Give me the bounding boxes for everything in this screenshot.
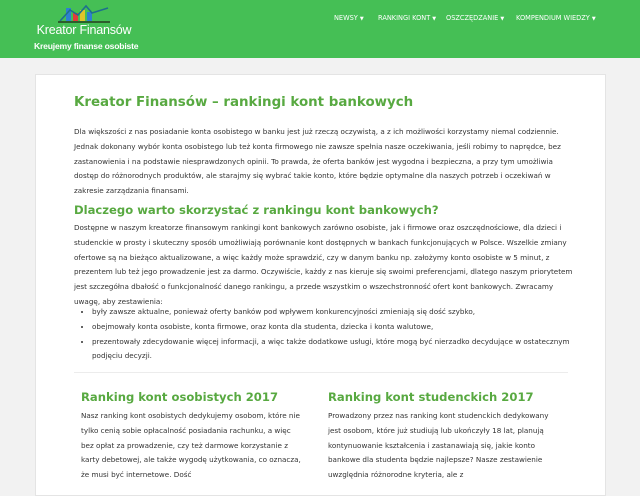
brand-title: Kreator Finansów bbox=[36, 23, 132, 37]
list-item: • obejmowały konta osobiste, konta firmowe, oraz konta dla studenta, dziecka i konta walutowe, bbox=[92, 320, 582, 335]
nav-kompendium-wiedzy[interactable] bbox=[516, 14, 596, 22]
list-item: • prezentowały zdecydowanie więcej informacji, a więc także dodatkowe usługi, które mogą być nierzadko decydujące w ostatecznym podjęciu decyzji. bbox=[92, 335, 582, 365]
column-title-studenckie[interactable]: Ranking kont studenckich 2017 bbox=[328, 390, 534, 404]
top-navbar bbox=[0, 0, 640, 58]
caret-down-icon: ▼ bbox=[591, 16, 596, 22]
section-heading: Dlaczego warto skorzystać z rankingu kont bankowych? bbox=[74, 203, 439, 217]
column-text-osobiste: Nasz ranking kont osobistych dedykujemy osobom, które nie tylko cenią sobie opłacalność posiadania rachunku, a więc bez opłat za prowadzenie, czy też darmowe korzystanie z karty debetowej, ale także wygodę użytkowania, co oznacza, że musi być internetowe. Dość bbox=[81, 411, 301, 480]
body-paragraph: Dostępne w naszym kreatorze finansowym rankingi kont bankowych zarówno osobiste, jak i firmowe oraz oszczędnościowe, dla dzieci i studenckie w prosty i skuteczny sposób umożliwiają porównanie kont dostępnych w bankach funkcjonujących w Polsce. Wszelkie zmiany ofertowe są na bieżąco aktualizowane, a więc każdy może sprawdzić, czy w danym banku np. założymy konto osobiste w 5 minut, z prezentem lub też jego prowadzenie jest za darmo. Oczywiście, każdy z nas kieruje się swoimi preferencjami, dlatego naszym priorytetem jest szczegółna dbałość o funkcjonalność danego rankingu, a przede wszystkim o wszechstronność ofert kont bankowych. Zwracamy uwagę, aby zestawienia: bbox=[74, 223, 573, 306]
list-item: • były zawsze aktualne, ponieważ oferty banków pod wpływem konkurencyjności zmieniają się dość szybko, bbox=[92, 305, 582, 320]
nav-rankingi-kont[interactable] bbox=[378, 14, 436, 22]
caret-down-icon: ▼ bbox=[500, 16, 505, 22]
content-card bbox=[35, 74, 606, 496]
column-title-osobiste[interactable]: Ranking kont osobistych 2017 bbox=[81, 390, 279, 404]
nav-label: RANKINGI KONT bbox=[378, 14, 431, 22]
brand-logo-link[interactable] bbox=[34, 4, 139, 54]
intro-paragraph: Dla większości z nas posiadanie konta osobistego w banku jest już rzeczą oczywistą, a z ich możliwości korzystamy niemal codziennie. Jednak dokonany wybór konta osobistego lub też konta firmowego nie zawsze spełnia nasze oczekiwania, jeśli robimy to naprędce, bez zastanowienia i na podstawie niesprawdzonych opinii. To prawda, że oferta banków jest wygodna i bezpieczna, a przy tym umożliwia dostęp do różnorodnych produktów, ale starajmy się wybrać takie konto, które będzie optymalne dla naszych potrzeb i oczekiwań w zakresie zarządzania finansami. bbox=[74, 127, 561, 196]
nav-oszczedzanie[interactable] bbox=[446, 14, 504, 22]
feature-list bbox=[80, 305, 582, 364]
caret-down-icon: ▼ bbox=[359, 16, 364, 22]
nav-label: KOMPENDIUM WIEDZY bbox=[516, 14, 590, 22]
nav-label: OSZCZĘDZANIE bbox=[446, 14, 499, 22]
brand-tagline: Kreujemy finanse osobiste bbox=[34, 41, 139, 51]
caret-down-icon: ▼ bbox=[432, 16, 437, 22]
page-title: Kreator Finansów – rankingi kont bankowych bbox=[74, 95, 414, 110]
bar-chart-logo-icon bbox=[58, 4, 110, 24]
nav-newsy[interactable] bbox=[334, 14, 364, 22]
divider bbox=[74, 372, 568, 373]
column-text-studenckie: Prowadzony przez nas ranking kont studenckich dedykowany jest osobom, które już studiują lub ukończyły 18 lat, planują kontynuowanie kształcenia i zastanawiają się, jakie konto bankowe dla studenta będzie najlepsze? Nasze zestawienie uwzględnia różnorodne kryteria, ale z bbox=[328, 411, 549, 480]
nav-label: NEWSY bbox=[334, 14, 358, 22]
